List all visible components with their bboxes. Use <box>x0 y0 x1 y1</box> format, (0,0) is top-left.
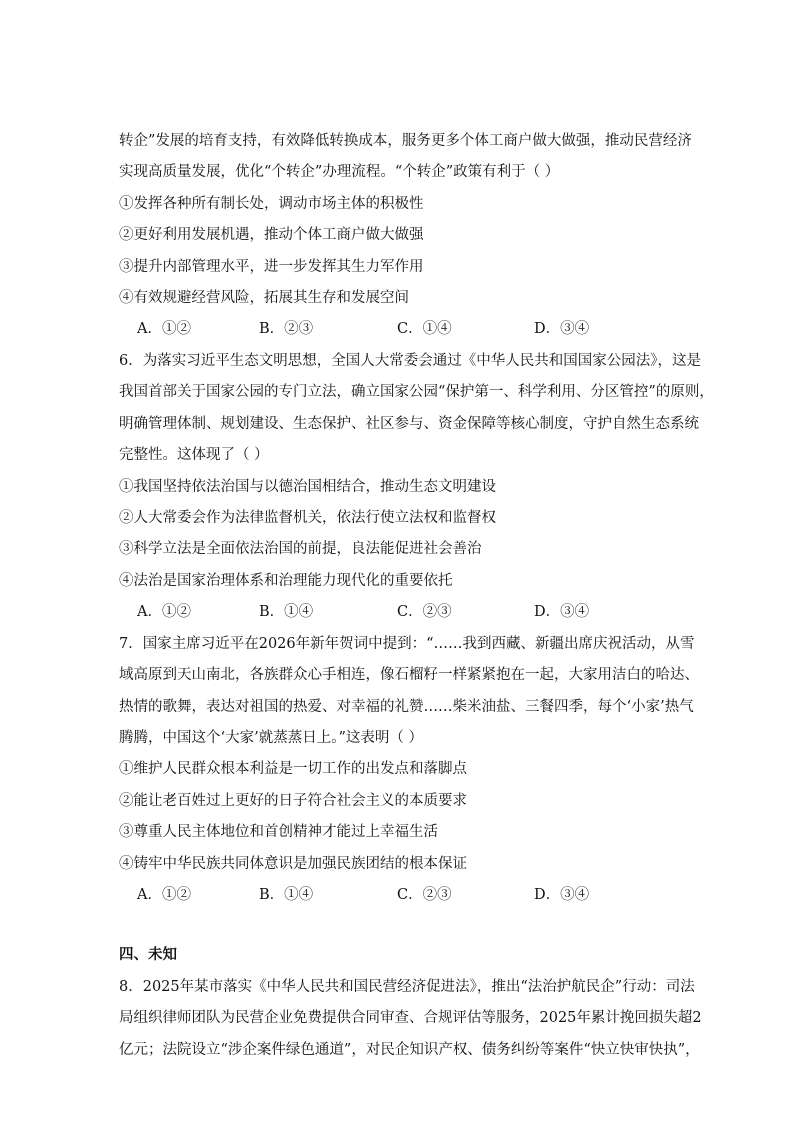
q8-stem-line-1: 8．2025年某市落实《中华人民共和国民营经济促进法》，推出“法治护航民企”行动：司法 <box>119 979 695 995</box>
q6-stem-line-2: 我国首部关于国家公园的专门立法，确立国家公园“保护第一、科学利用、分区管控”的原则， <box>119 384 714 400</box>
section-heading: 四、未知 <box>119 947 177 963</box>
q6-stem-line-4: 完整性。这体现了（ ） <box>119 447 269 463</box>
q7-option-1: ①维护人民群众根本利益是一切工作的出发点和落脚点 <box>119 761 467 777</box>
q7-stem-line-3: 热情的歌舞，表达对祖国的热爱、对幸福的礼赞……柴米油盐、三餐四季，每个‘小家’热气 <box>119 699 694 715</box>
q7-answer-d[interactable]: D．③④ <box>534 887 590 903</box>
q6-answer-d[interactable]: D．③④ <box>534 604 590 620</box>
q6-stem-line-1: 6．为落实习近平生态文明思想，全国人大常委会通过《中华人民共和国国家公园法》，这是 <box>119 353 701 369</box>
q5-option-3: ③提升内部管理水平，进一步发挥其生力军作用 <box>119 259 424 275</box>
q5-option-2: ②更好利用发展机遇，推动个体工商户做大做强 <box>119 227 424 243</box>
q5-stem-line-2: 实现高质量发展，优化“个转企”办理流程。“个转企”政策有利于（ ） <box>119 164 560 180</box>
q6-option-3: ③科学立法是全面依法治国的前提，良法能促进社会善治 <box>119 541 482 557</box>
q7-answer-b[interactable]: B．①④ <box>259 887 314 903</box>
q8-stem-line-3: 亿元；法院设立“涉企案件绿色通道”，对民企知识产权、债务纠纷等案件“快立快审快执”， <box>119 1042 700 1058</box>
q7-option-4: ④铸牢中华民族共同体意识是加强民族团结的根本保证 <box>119 856 467 872</box>
q6-answer-choices <box>137 602 657 622</box>
q6-option-2: ②人大常委会作为法律监督机关，依法行使立法权和监督权 <box>119 510 496 526</box>
q7-option-2: ②能让老百姓过上更好的日子符合社会主义的本质要求 <box>119 793 467 809</box>
q5-answer-d[interactable]: D．③④ <box>534 321 590 337</box>
q5-answer-b[interactable]: B．②③ <box>259 321 314 337</box>
q7-answer-choices <box>137 885 657 905</box>
q5-answer-a[interactable]: A．①② <box>137 321 191 337</box>
q6-stem-line-3: 明确管理体制、规划建设、生态保护、社区参与、资金保障等核心制度，守护自然生态系统 <box>119 416 699 432</box>
q7-stem-line-1: 7．国家主席习近平在2026年新年贺词中提到：“……我到西藏、新疆出席庆祝活动，从雪 <box>119 636 695 652</box>
q7-stem-line-4: 腾腾，中国这个‘大家’就蒸蒸日上。”这表明（ ） <box>119 730 423 746</box>
q8-stem-line-2: 局组织律师团队为民营企业免费提供合同审查、合规评估等服务，2025年累计挽回损失超2 <box>119 1010 702 1026</box>
q7-option-3: ③尊重人民主体地位和首创精神才能过上幸福生活 <box>119 824 438 840</box>
q6-answer-b[interactable]: B．①④ <box>259 604 314 620</box>
q5-answer-choices <box>137 319 657 339</box>
q6-option-1: ①我国坚持依法治国与以德治国相结合，推动生态文明建设 <box>119 479 496 495</box>
q7-answer-c[interactable]: C．②③ <box>397 887 452 903</box>
q5-option-4: ④有效规避经营风险，拓展其生存和发展空间 <box>119 290 409 306</box>
q6-answer-c[interactable]: C．②③ <box>397 604 452 620</box>
q7-stem-line-2: 域高原到天山南北，各族群众心手相连，像石榴籽一样紧紧抱在一起，大家用洁白的哈达、 <box>119 667 699 683</box>
q7-answer-a[interactable]: A．①② <box>137 887 191 903</box>
q5-stem-line-1: 转企”发展的培育支持，有效降低转换成本，服务更多个体工商户做大做强，推动民营经济 <box>119 133 692 149</box>
q6-answer-a[interactable]: A．①② <box>137 604 191 620</box>
q5-option-1: ①发挥各种所有制长处，调动市场主体的积极性 <box>119 196 424 212</box>
q6-option-4: ④法治是国家治理体系和治理能力现代化的重要依托 <box>119 573 453 589</box>
q5-answer-c[interactable]: C．①④ <box>397 321 452 337</box>
